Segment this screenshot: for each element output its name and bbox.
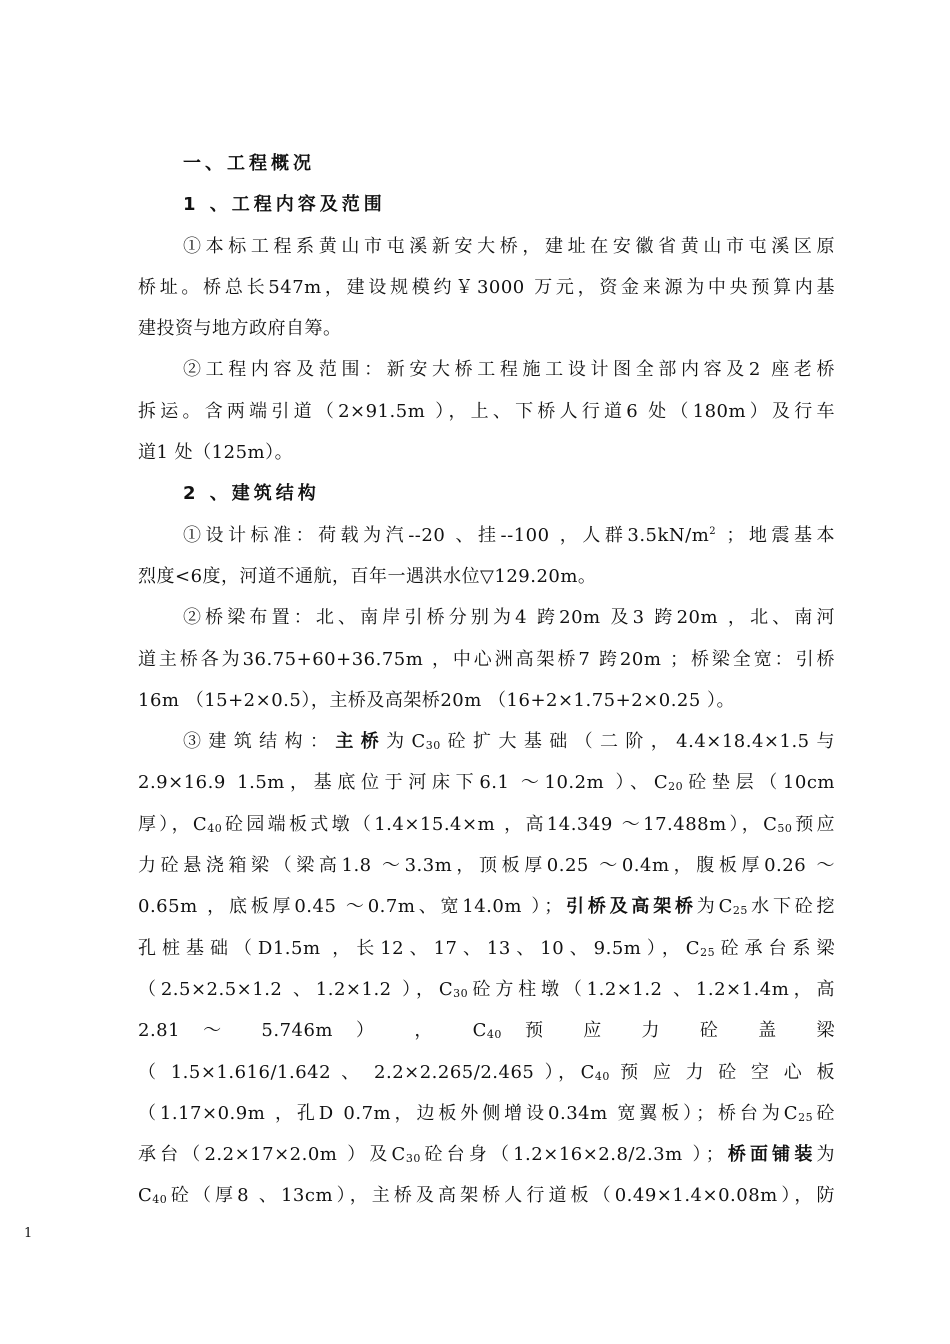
subscript: 40 <box>594 1069 610 1083</box>
paragraph-line <box>138 762 835 803</box>
text-run: 砼方柱墩（1.2×1.2 、1.2×1.4m，高 <box>468 978 835 1000</box>
paragraph-line: 烈度<6度，河道不通航，百年一遇洪水位▽129.20m。 <box>138 565 597 587</box>
text-run: 为C <box>386 731 426 753</box>
text-run: 砼 <box>813 1102 836 1124</box>
paragraph-line <box>138 1052 835 1093</box>
paragraph-line: 力砼悬浇箱梁（梁高1.8 ～3.3m，顶板厚0.25 ～0.4m，腹板厚0.26 ～ <box>138 855 835 877</box>
paragraph-line: 拆运。含两端引道（2×91.5m ），上、下桥人行道6 处（180m）及行车 <box>138 400 835 422</box>
text-run: ③建筑结构： <box>183 731 336 753</box>
subscript: 30 <box>425 739 441 753</box>
subscript: 20 <box>668 780 684 794</box>
text-run: 预 应 力 砼 空 心 板 <box>609 1061 835 1083</box>
subscript: 40 <box>486 1028 502 1042</box>
text-run: C <box>138 1185 153 1207</box>
design-standard-text: ；地震基本 <box>716 524 835 546</box>
paragraph-line: 道1 处（125m）。 <box>138 442 294 464</box>
text-run: 砼垫层（10cm <box>683 772 835 794</box>
subscript: 25 <box>700 945 716 959</box>
text-run: 2.9×16.9 1.5m，基底位于河床下6.1 ～10.2m ）、C <box>138 772 669 794</box>
paragraph-line <box>138 886 835 927</box>
bold-term-deck-paving: 桥面铺装 <box>724 1144 817 1166</box>
text-run: （ 1.5×1.616/1.642 、 2.2×2.265/2.465 ），C <box>138 1061 595 1083</box>
text-run: 砼园端板式墩（1.4×15.4×m ，高14.349 ～17.488m），C <box>222 813 778 835</box>
paragraph-line: 道主桥各为36.75+60+36.75m ，中心洲高架桥7 跨20m ；桥梁全宽：引桥 <box>138 648 835 670</box>
subscript: 25 <box>798 1110 814 1124</box>
paragraph-line <box>138 721 835 762</box>
text-run: 砼（厚8 、13cm），主桥及高架桥人行道板（0.49×1.4×0.08m），防 <box>167 1185 835 1207</box>
text-run: 2.81 ～ 5.746m ） ， C <box>138 1020 487 1042</box>
bold-term-main-bridge: 主桥 <box>335 731 387 753</box>
page-number: 1 <box>24 1226 33 1241</box>
text-run: 预 应 力 砼 盖 梁 <box>501 1020 835 1042</box>
paragraph-line <box>138 969 835 1010</box>
paragraph-line: 桥址。桥总长547m，建设规模约￥3000 万元，资金来源为中央预算内基 <box>138 276 835 298</box>
paragraph-line <box>138 1093 835 1134</box>
paragraph-line <box>138 515 835 556</box>
text-run: 厚），C <box>138 813 208 835</box>
superscript: 2 <box>709 525 717 537</box>
document-body <box>138 143 835 1217</box>
paragraph-line: 建投资与地方政府自筹。 <box>138 318 342 340</box>
text-run: 承台（2.2×17×2.0m ）及C <box>138 1144 406 1166</box>
paragraph-line <box>138 1134 835 1175</box>
subscript: 40 <box>152 1193 168 1207</box>
subscript: 25 <box>732 904 748 918</box>
text-run: 砼台身（1.2×16×2.8/2.3m ）； <box>420 1144 725 1166</box>
paragraph-line <box>138 928 835 969</box>
design-standard-text: ①设计标准：荷载为汽--20 、挂--100 ，人群3.5kN/m <box>183 524 710 546</box>
paragraph-line: 16m （15+2×0.5），主桥及高架桥20m （16+2×1.75+2×0.25 ）。 <box>138 689 736 711</box>
text-run: 水下砼挖 <box>747 896 836 918</box>
paragraph-line: ②工程内容及范围：新安大桥工程施工设计图全部内容及2 座老桥 <box>183 359 835 381</box>
text-run: 孔桩基础（D1.5m ，长12、17、13、10、9.5m），C <box>138 937 701 959</box>
paragraph-line: ②桥梁布置：北、南岸引桥分别为4 跨20m 及3 跨20m ，北、南河 <box>183 607 835 629</box>
text-run: 为C <box>696 896 733 918</box>
text-run: 预应 <box>792 813 836 835</box>
section-title-scope: 1 、工程内容及范围 <box>183 194 386 216</box>
subscript: 40 <box>207 821 223 835</box>
subscript: 50 <box>777 821 793 835</box>
bold-term-approach-bridge: 引桥及高架桥 <box>562 896 697 918</box>
paragraph-line <box>138 804 835 845</box>
paragraph-line <box>138 1175 835 1216</box>
paragraph-line: ①本标工程系黄山市屯溪新安大桥，建址在安徽省黄山市屯溪区原 <box>183 235 835 257</box>
text-run: （2.5×2.5×1.2 、1.2×1.2 ），C <box>138 978 454 1000</box>
text-run: 为 <box>816 1144 835 1166</box>
section-title-structure: 2 、建筑结构 <box>183 483 320 505</box>
text-run: （1.17×0.9m ，孔D 0.7m，边板外侧增设0.34m 宽翼板）；桥台为C <box>138 1102 799 1124</box>
text-run: 砼承台系梁 <box>715 937 836 959</box>
text-run: 0.65m ，底板厚0.45 ～0.7m、宽14.0m ）； <box>138 896 563 918</box>
heading-project-overview: 一、工程概况 <box>183 153 315 174</box>
subscript: 30 <box>453 986 469 1000</box>
paragraph-line <box>138 1010 835 1051</box>
subscript: 30 <box>405 1152 421 1166</box>
text-run: 砼扩大基础（二阶，4.4×18.4×1.5与 <box>440 731 836 753</box>
